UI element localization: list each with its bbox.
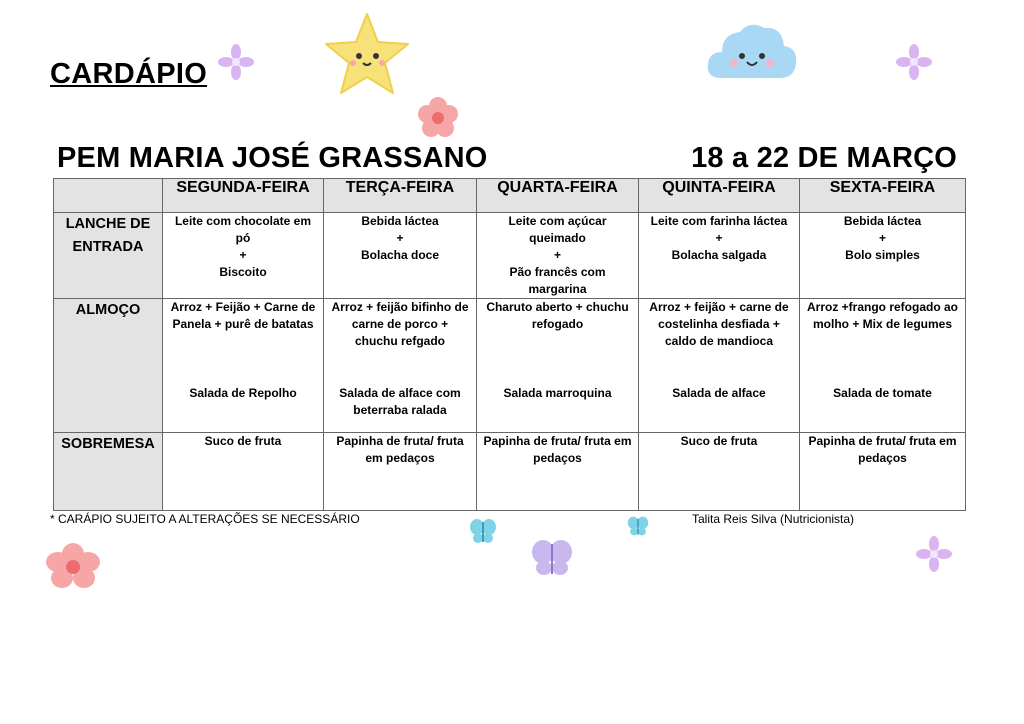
menu-item: + (553, 248, 561, 262)
menu-cell (639, 433, 800, 511)
menu-item: Salada de alface com (339, 386, 461, 400)
menu-item: Pão francês com (509, 265, 606, 279)
menu-item: + (715, 231, 723, 245)
flower-icon (218, 44, 254, 80)
menu-item: Arroz +frango refogado ao (806, 300, 958, 314)
menu-item: costelinha desfiada + (658, 317, 780, 331)
menu-item: Bolacha salgada (671, 248, 767, 262)
menu-item: Salada de Repolho (189, 386, 297, 400)
menu-item: Papinha de fruta/ fruta em (808, 434, 957, 448)
menu-item: molho + Mix de legumes (812, 317, 953, 331)
menu-item: carne de porco + (351, 317, 449, 331)
menu-item: Salada marroquina (503, 386, 612, 400)
page-title: CARDÁPIO (50, 58, 208, 90)
menu-cell (639, 213, 800, 299)
meal-label-line: ENTRADA (72, 239, 144, 255)
salad-block (643, 385, 795, 402)
menu-item: Bebida láctea (361, 214, 439, 228)
meal-label-lanche (54, 213, 163, 299)
day-header: SEGUNDA-FEIRA (163, 179, 324, 213)
nutritionist-credit: Talita Reis Silva (Nutricionista) (692, 512, 855, 526)
menu-item: + (396, 231, 404, 245)
menu-cell (163, 299, 324, 433)
salad-block (328, 385, 472, 419)
menu-cell (163, 433, 324, 511)
meal-label-almoco: ALMOÇO (54, 299, 163, 433)
menu-item: caldo de mandioca (664, 334, 774, 348)
menu-cell (163, 213, 324, 299)
menu-item: Papinha de fruta/ fruta (336, 434, 464, 448)
menu-cell (800, 433, 966, 511)
butterfly-icon (627, 515, 649, 537)
menu-item: Suco de fruta (204, 434, 282, 448)
menu-item: chuchu refgado (354, 334, 445, 348)
menu-item: Bolacha doce (360, 248, 440, 262)
menu-item: Charuto aberto + chuchu (486, 300, 629, 314)
table-row (54, 299, 966, 433)
menu-cell (324, 433, 477, 511)
menu-item: Bebida láctea (843, 214, 922, 228)
menu-item: beterraba ralada (353, 403, 447, 417)
disclaimer-note: * CARÁPIO SUJEITO A ALTERAÇÕES SE NECESSÁRIO (50, 512, 360, 526)
salad-block (167, 385, 319, 402)
menu-item: Salada de alface (672, 386, 766, 400)
menu-item: Arroz + Feijão + Carne de (170, 300, 316, 314)
menu-item: Arroz + feijão + carne de (649, 300, 789, 314)
menu-cell (477, 299, 639, 433)
date-range: 18 a 22 DE MARÇO (691, 142, 957, 174)
menu-item: + (239, 248, 247, 262)
star-face-icon (322, 10, 412, 100)
flower-icon (896, 44, 932, 80)
menu-cell (800, 299, 966, 433)
menu-item: pedaços (533, 451, 582, 465)
menu-item: em pedaços (365, 451, 435, 465)
menu-item: Leite com farinha láctea (650, 214, 788, 228)
day-header: SEXTA-FEIRA (800, 179, 966, 213)
menu-table (53, 178, 966, 511)
menu-cell (324, 299, 477, 433)
menu-cell (477, 213, 639, 299)
menu-cell (800, 213, 966, 299)
butterfly-icon (530, 538, 574, 578)
menu-cell (324, 213, 477, 299)
table-row (54, 213, 966, 299)
day-header: QUINTA-FEIRA (639, 179, 800, 213)
menu-item: Leite com chocolate em (174, 214, 312, 228)
school-name: PEM MARIA JOSÉ GRASSANO (57, 142, 488, 174)
table-header-row (54, 179, 966, 213)
menu-cell (477, 433, 639, 511)
flower-icon (916, 536, 952, 572)
menu-item: margarina (528, 282, 587, 296)
menu-item: pedaços (858, 451, 907, 465)
cloud-face-icon (704, 16, 800, 88)
butterfly-icon (469, 517, 497, 545)
menu-item: pó (235, 231, 251, 245)
menu-item: Arroz + feijão bifinho de (331, 300, 469, 314)
menu-item: refogado (531, 317, 584, 331)
menu-cell (639, 299, 800, 433)
day-header: TERÇA-FEIRA (324, 179, 477, 213)
menu-item: queimado (529, 231, 586, 245)
table-row (54, 433, 966, 511)
menu-item: Suco de fruta (680, 434, 758, 448)
menu-item: Panela + purê de batatas (172, 317, 314, 331)
flower-icon (416, 96, 460, 140)
menu-item: + (878, 231, 886, 245)
menu-item: Biscoito (219, 265, 267, 279)
salad-block (804, 385, 961, 402)
day-header: QUARTA-FEIRA (477, 179, 639, 213)
menu-item: Papinha de fruta/ fruta em (483, 434, 632, 448)
flower-icon (44, 542, 102, 590)
meal-label-sobremesa: SOBREMESA (54, 433, 163, 511)
meal-label-line: LANCHE DE (65, 216, 151, 232)
menu-item: Bolo simples (845, 248, 920, 262)
table-corner-cell (54, 179, 163, 213)
menu-item: Leite com açúcar (508, 214, 607, 228)
salad-block (481, 385, 634, 402)
menu-item: Salada de tomate (833, 386, 932, 400)
